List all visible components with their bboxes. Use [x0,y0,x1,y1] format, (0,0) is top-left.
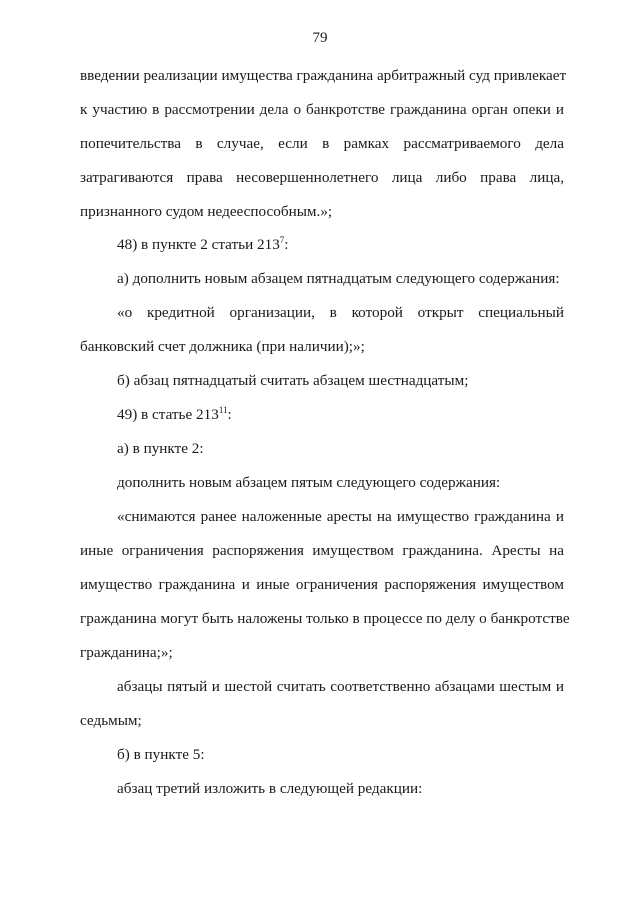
text-line-4: затрагиваются права несовершеннолетнего лица либо права лица, [80,169,564,186]
page-number: 79 [312,30,328,46]
text-line-9: банковский счет должника (при наличии);»; [80,338,365,355]
text-line-10: б) абзац пятнадцатый считать абзацем шестнадцатым; [117,372,469,389]
text-line-7: а) дополнить новым абзацем пятнадцатым следующего содержания: [117,270,560,287]
text-line-21: б) в пункте 5: [117,746,205,763]
text-line-2: к участию в рассмотрении дела о банкротстве гражданина орган опеки и [80,101,564,118]
item-49-colon: : [227,406,232,423]
text-line-14: «снимаются ранее наложенные аресты на имущество гражданина и [117,508,564,525]
item-48-text: 48) в пункте 2 статьи 213 [117,236,280,253]
text-line-12: а) в пункте 2: [117,440,204,457]
item-49-superscript: 11 [218,404,228,415]
item-48-superscript: 7 [279,234,285,245]
text-line-20: седьмым; [80,712,142,729]
text-line-6 [117,235,564,255]
text-line-8: «о кредитной организации, в которой открыт специальный [117,304,564,321]
text-line-13: дополнить новым абзацем пятым следующего содержания: [117,474,501,491]
text-line-11 [117,405,564,425]
text-line-5: признанного судом недееспособным.»; [80,203,333,220]
item-48-colon: : [284,236,289,253]
text-line-18: гражданина;»; [80,644,173,661]
text-line-19: абзацы пятый и шестой считать соответственно абзацами шестым и [117,678,564,695]
text-line-15: иные ограничения распоряжения имуществом гражданина. Аресты на [80,542,564,559]
text-line-3: попечительства в случае, если в рамках рассматриваемого дела [80,135,564,152]
text-line-16: имущество гражданина и иные ограничения распоряжения имуществом [80,576,564,593]
item-49-text: 49) в статье 213 [117,406,219,423]
text-line-22: абзац третий изложить в следующей редакции: [117,780,423,797]
text-line-1: введении реализации имущества гражданина арбитражный суд привлекает [80,67,567,84]
text-line-17: гражданина могут быть наложены только в процессе по делу о банкротстве [80,610,570,627]
